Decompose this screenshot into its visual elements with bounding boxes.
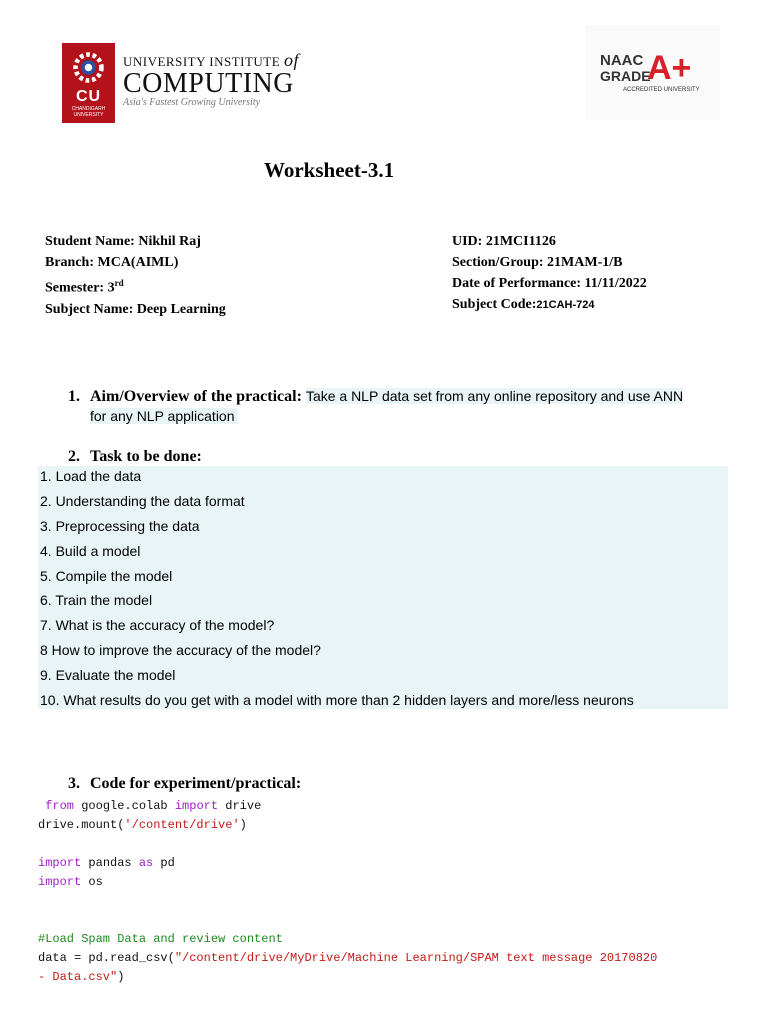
code-heading: 3. Code for experiment/practical: bbox=[68, 775, 302, 792]
list-item: 4. Build a model bbox=[40, 542, 141, 559]
list-item: 7. What is the accuracy of the model? bbox=[40, 617, 275, 634]
list-item: 6. Train the model bbox=[40, 592, 153, 609]
institute-tagline: Asia's Fastest Growing University bbox=[123, 97, 261, 108]
institute-line1: UNIVERSITY INSTITUTE bbox=[123, 54, 281, 69]
task-list bbox=[38, 466, 728, 709]
aim-heading: 1. Aim/Overview of the practical: Take a NLP data set from any online repository and use ANN bbox=[68, 388, 684, 405]
semester: Semester: 3rd bbox=[45, 278, 124, 296]
institute-of: of bbox=[283, 50, 299, 70]
naac-logo bbox=[585, 25, 720, 120]
subject-name: Subject Name: Deep Learning bbox=[45, 301, 226, 317]
institute-line2: COMPUTING bbox=[123, 68, 294, 99]
list-item: 8 How to improve the accuracy of the model? bbox=[40, 642, 321, 659]
list-item: 2. Understanding the data format bbox=[40, 492, 245, 509]
worksheet-title: Worksheet-3.1 bbox=[264, 158, 395, 182]
branch: Branch: MCA(AIML) bbox=[45, 255, 179, 270]
task-heading-text: Task to be done: bbox=[90, 448, 202, 465]
list-item: 5. Compile the model bbox=[40, 567, 173, 584]
subject-code-value: 21CAH-724 bbox=[536, 299, 595, 311]
section-group: Section/Group: 21MAM-1/B bbox=[452, 255, 623, 270]
page-header bbox=[0, 0, 768, 135]
cu-logo-text: CU bbox=[75, 88, 102, 105]
cu-logo-sub: CHANDIGARH UNIVERSITY bbox=[71, 106, 106, 118]
gear-emblem-icon bbox=[70, 49, 107, 86]
student-info-left bbox=[45, 231, 226, 320]
naac-grade: A+ bbox=[647, 49, 692, 87]
subject-code: Subject Code:21CAH-724 bbox=[452, 297, 595, 312]
cu-logo bbox=[62, 43, 115, 123]
naac-line3: ACCREDITED UNIVERSITY bbox=[623, 87, 700, 93]
naac-line2: GRADE bbox=[600, 68, 651, 84]
institute-name bbox=[123, 50, 299, 108]
list-item: 9. Evaluate the model bbox=[40, 667, 176, 684]
aim-text: Take a NLP data set from any online repository and use ANN bbox=[305, 388, 684, 404]
uid: UID: 21MCI1126 bbox=[452, 234, 556, 249]
list-item: 1. Load the data bbox=[40, 468, 142, 484]
task-heading: 2. Task to be done: bbox=[68, 448, 202, 465]
student-info-right bbox=[452, 231, 647, 316]
aim-text-continued: for any NLP application bbox=[90, 408, 238, 424]
semester-sup: rd bbox=[114, 278, 124, 288]
date-of-performance: Date of Performance: 11/11/2022 bbox=[452, 276, 647, 291]
code-block: from google.colab import drive drive.mount('/content/drive') import pandas as pd import os #Load Spam Data and review content data = pd.read_csv("/content/drive/MyDrive/Machine Learning/SPAM text message 20170820 - Data.csv") bbox=[38, 799, 658, 984]
student-name: Student Name: Nikhil Raj bbox=[45, 234, 201, 249]
list-item: 10. What results do you get with a model with more than 2 hidden layers and more/less neurons bbox=[40, 692, 634, 709]
list-item: 3. Preprocessing the data bbox=[40, 517, 200, 534]
aim-heading-text: Aim/Overview of the practical: bbox=[90, 388, 302, 405]
naac-line1: NAAC bbox=[600, 52, 644, 69]
code-heading-text: Code for experiment/practical: bbox=[90, 775, 302, 792]
